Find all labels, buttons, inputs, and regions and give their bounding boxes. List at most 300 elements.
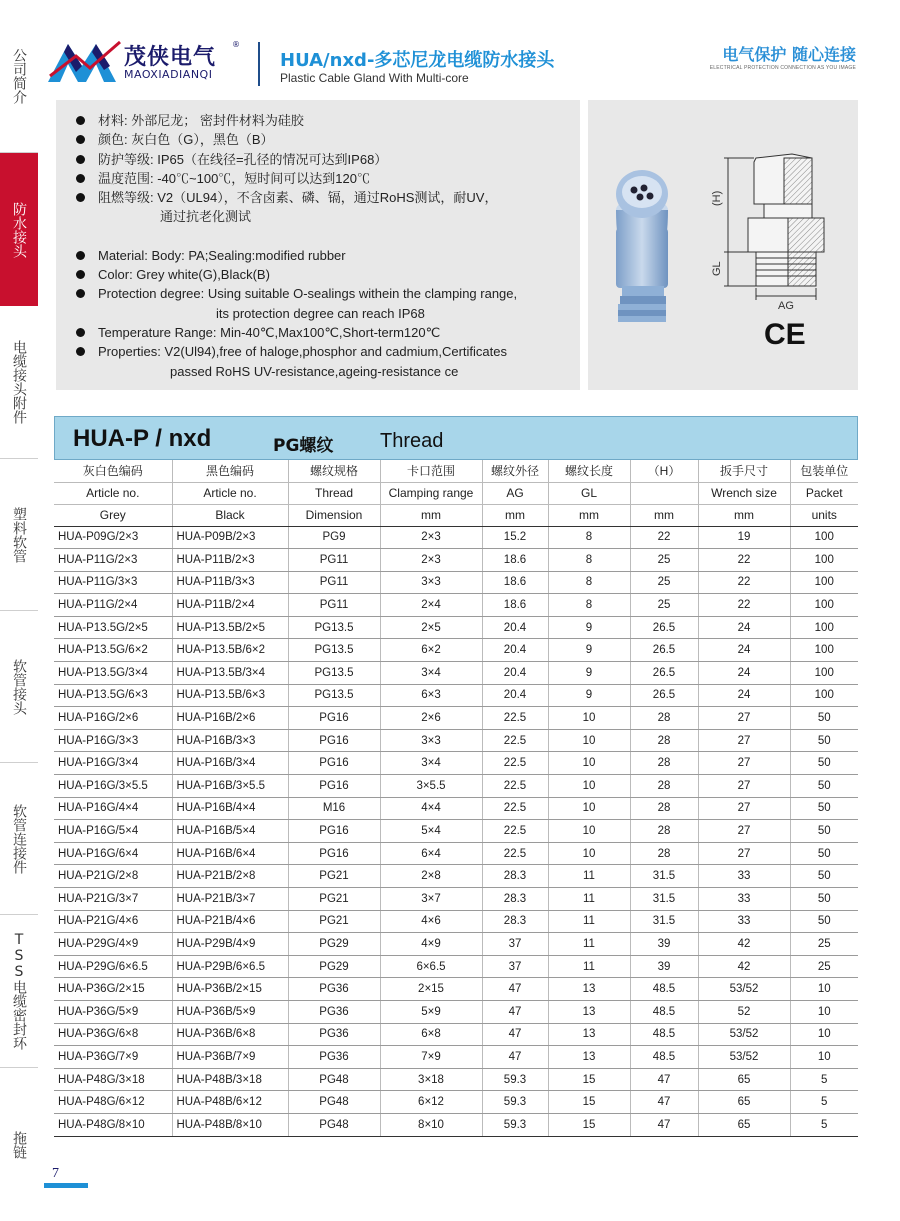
table-cell: HUA-P48B/8×10 — [172, 1113, 288, 1136]
table-cell: 25 — [790, 955, 858, 978]
table-cell: 3×4 — [380, 752, 482, 775]
table-cell: 33 — [698, 888, 790, 911]
table-cell: HUA-P29G/6×6.5 — [54, 955, 172, 978]
table-cell: 53/52 — [698, 1023, 790, 1046]
table-cell: 9 — [548, 662, 630, 685]
table-cell: HUA-P16B/3×3 — [172, 729, 288, 752]
bullet-icon — [76, 289, 85, 298]
table-cell: HUA-P09B/2×3 — [172, 526, 288, 549]
table-header-row — [54, 482, 858, 504]
table-cell: 100 — [790, 616, 858, 639]
table-cell: 50 — [790, 865, 858, 888]
table-cell: 18.6 — [482, 571, 548, 594]
table-row — [54, 707, 858, 730]
technical-drawing — [724, 154, 824, 300]
table-cell: 25 — [790, 933, 858, 956]
spec-text: Temperature Range: Min-40℃,Max100℃,Short-term120℃ — [98, 324, 441, 340]
logo-registered-mark: ® — [232, 40, 240, 49]
table-cell: 100 — [790, 662, 858, 685]
table-cell: 53/52 — [698, 978, 790, 1001]
table-cell: 18.6 — [482, 549, 548, 572]
spec-text: Material: Body: PA;Sealing:modified rubber — [98, 247, 346, 263]
table-cell: 31.5 — [630, 888, 698, 911]
table-cell: HUA-P48G/3×18 — [54, 1068, 172, 1091]
table-cell: 3×3 — [380, 729, 482, 752]
table-cell: HUA-P48B/6×12 — [172, 1091, 288, 1114]
table-cell: PG36 — [288, 1023, 380, 1046]
table-cell: PG21 — [288, 910, 380, 933]
table-cell: 8 — [548, 526, 630, 549]
table-cell: 6×6.5 — [380, 955, 482, 978]
table-cell: 42 — [698, 933, 790, 956]
table-row — [54, 842, 858, 865]
table-cell: 47 — [482, 978, 548, 1001]
table-cell: HUA-P11G/2×3 — [54, 549, 172, 572]
table-cell: 8×10 — [380, 1113, 482, 1136]
product-image-panel — [588, 100, 858, 390]
table-cell: 50 — [790, 797, 858, 820]
table-cell: 6×2 — [380, 639, 482, 662]
table-cell: 3×4 — [380, 662, 482, 685]
table-row — [54, 549, 858, 572]
table-cell: HUA-P16B/4×4 — [172, 797, 288, 820]
table-cell: 59.3 — [482, 1091, 548, 1114]
table-cell: 11 — [548, 955, 630, 978]
sidebar — [0, 0, 38, 1221]
sidebar-item-tss-seal[interactable] — [0, 915, 38, 1068]
table-cell: 22.5 — [482, 797, 548, 820]
column-header: mm — [548, 504, 630, 526]
page-subtitle: Plastic Cable Gland With Multi-core — [280, 71, 469, 85]
table-cell: 2×15 — [380, 978, 482, 1001]
table-cell: PG29 — [288, 933, 380, 956]
table-cell: 25 — [630, 571, 698, 594]
table-cell: HUA-P21B/2×8 — [172, 865, 288, 888]
table-cell: HUA-P11B/2×3 — [172, 549, 288, 572]
table-row — [54, 1046, 858, 1069]
table-cell: 47 — [630, 1091, 698, 1114]
table-cell: 10 — [548, 842, 630, 865]
table-cell: PG16 — [288, 707, 380, 730]
spec-panel — [56, 100, 580, 390]
spec-item — [76, 342, 517, 381]
table-row — [54, 1113, 858, 1136]
table-cell: 22.5 — [482, 752, 548, 775]
table-cell: HUA-P13.5G/2×5 — [54, 616, 172, 639]
bullet-icon — [76, 174, 85, 183]
table-cell: PG11 — [288, 571, 380, 594]
table-cell: 50 — [790, 842, 858, 865]
table-cell: 5 — [790, 1091, 858, 1114]
table-cell: PG21 — [288, 865, 380, 888]
table-cell: 4×9 — [380, 933, 482, 956]
table-cell: 50 — [790, 820, 858, 843]
table-cell: 22.5 — [482, 820, 548, 843]
table-cell: 20.4 — [482, 684, 548, 707]
table-cell: 50 — [790, 707, 858, 730]
bullet-icon — [76, 193, 85, 202]
table-cell: 50 — [790, 888, 858, 911]
table-cell: 39 — [630, 933, 698, 956]
dimension-label-ag: AG — [778, 300, 794, 312]
table-cell: M16 — [288, 797, 380, 820]
table-cell: 2×5 — [380, 616, 482, 639]
table-cell: 50 — [790, 910, 858, 933]
table-cell: PG13.5 — [288, 639, 380, 662]
product-illustration — [588, 100, 858, 390]
table-row — [54, 1091, 858, 1114]
table-cell: 22.5 — [482, 729, 548, 752]
table-row — [54, 526, 858, 549]
table-cell: 10 — [548, 729, 630, 752]
table-cell: 11 — [548, 933, 630, 956]
spec-item — [76, 246, 517, 265]
table-cell: HUA-P11B/3×3 — [172, 571, 288, 594]
spec-text: Protection degree: Using suitable O-sealings withein the clamping range, — [98, 286, 518, 302]
sidebar-item-hose-fitting[interactable] — [0, 763, 38, 915]
table-cell: 47 — [482, 1046, 548, 1069]
column-header: 包装单位 — [790, 460, 858, 482]
table-cell: 27 — [698, 752, 790, 775]
table-thread-label: Thread — [380, 430, 444, 452]
sidebar-item-label: 防水接头 — [11, 201, 27, 258]
table-cell: HUA-P21G/4×6 — [54, 910, 172, 933]
table-cell: HUA-P16G/3×5.5 — [54, 775, 172, 798]
table-cell: PG13.5 — [288, 684, 380, 707]
table-cell: 31.5 — [630, 910, 698, 933]
table-cell: 100 — [790, 571, 858, 594]
logo-text-cn: 茂侠电气 — [124, 45, 217, 70]
table-model-title: HUA-P / nxd — [73, 425, 212, 452]
spec-text: 阻燃等级: V2（UL94），不含卤素、磷、镉，通过RoHS测试，耐UV， — [98, 190, 498, 206]
dimension-label-h: (H) — [711, 190, 723, 206]
table-cell: HUA-P13.5B/6×3 — [172, 684, 288, 707]
table-cell: 5 — [790, 1068, 858, 1091]
table-row — [54, 1068, 858, 1091]
table-cell: HUA-P16G/4×4 — [54, 797, 172, 820]
table-cell: 22.5 — [482, 707, 548, 730]
table-cell: 3×18 — [380, 1068, 482, 1091]
table-cell: PG21 — [288, 888, 380, 911]
table-cell: PG13.5 — [288, 662, 380, 685]
table-row — [54, 820, 858, 843]
bullet-icon — [76, 116, 85, 125]
table-cell: 31.5 — [630, 865, 698, 888]
slogan-en: ELECTRICAL PROTECTION CONNECTION AS YOU IMAGE — [709, 65, 856, 71]
table-cell: 20.4 — [482, 639, 548, 662]
table-cell: HUA-P16G/3×3 — [54, 729, 172, 752]
table-cell: HUA-P36B/7×9 — [172, 1046, 288, 1069]
table-cell: 22 — [630, 526, 698, 549]
table-row — [54, 571, 858, 594]
table-header-row — [54, 460, 858, 482]
table-row — [54, 752, 858, 775]
table-cell: 6×8 — [380, 1023, 482, 1046]
table-cell: 50 — [790, 729, 858, 752]
spec-item — [76, 130, 517, 149]
table-cell: 27 — [698, 775, 790, 798]
column-header: 螺纹规格 — [288, 460, 380, 482]
table-cell: PG36 — [288, 1000, 380, 1023]
table-cell: 100 — [790, 639, 858, 662]
table-cell: 22.5 — [482, 775, 548, 798]
table-cell: 42 — [698, 955, 790, 978]
table-cell: 65 — [698, 1113, 790, 1136]
table-cell: 22 — [698, 571, 790, 594]
table-cell: 6×3 — [380, 684, 482, 707]
table-cell: HUA-P29G/4×9 — [54, 933, 172, 956]
table-cell: 5×4 — [380, 820, 482, 843]
column-header: Packet — [790, 482, 858, 504]
table-cell: 3×7 — [380, 888, 482, 911]
ce-mark-icon: CE — [764, 318, 806, 351]
table-cell: 13 — [548, 978, 630, 1001]
column-header — [630, 482, 698, 504]
table-cell: 15.2 — [482, 526, 548, 549]
table-cell: 48.5 — [630, 978, 698, 1001]
table-cell: 8 — [548, 549, 630, 572]
column-header: Wrench size — [698, 482, 790, 504]
table-cell: 65 — [698, 1068, 790, 1091]
table-cell: PG16 — [288, 842, 380, 865]
logo-text-en: MAOXIADIANQI — [124, 68, 213, 81]
table-cell: 28.3 — [482, 865, 548, 888]
table-cell: 6×12 — [380, 1091, 482, 1114]
table-cell: PG36 — [288, 1046, 380, 1069]
table-cell: 22 — [698, 594, 790, 617]
table-cell: 10 — [790, 1046, 858, 1069]
table-cell: PG48 — [288, 1091, 380, 1114]
table-cell: HUA-P21B/4×6 — [172, 910, 288, 933]
table-cell: 13 — [548, 1023, 630, 1046]
column-header: 螺纹外径 — [482, 460, 548, 482]
table-row — [54, 662, 858, 685]
spec-text-continued: 通过抗老化测试 — [160, 209, 252, 225]
table-cell: HUA-P21B/3×7 — [172, 888, 288, 911]
table-cell: HUA-P11G/2×4 — [54, 594, 172, 617]
table-cell: HUA-P29B/4×9 — [172, 933, 288, 956]
spec-text: 温度范围: -40℃~100℃，短时间可以达到120℃ — [98, 170, 370, 186]
table-row — [54, 933, 858, 956]
table-cell: 47 — [630, 1068, 698, 1091]
sidebar-item-plastic-hose[interactable] — [0, 459, 38, 611]
table-row — [54, 639, 858, 662]
table-cell: 11 — [548, 910, 630, 933]
table-row — [54, 616, 858, 639]
table-cell: HUA-P13.5G/6×2 — [54, 639, 172, 662]
table-cell: HUA-P13.5G/3×4 — [54, 662, 172, 685]
table-cell: 15 — [548, 1113, 630, 1136]
table-cell: 24 — [698, 639, 790, 662]
table-cell: HUA-P16G/5×4 — [54, 820, 172, 843]
table-cell: 3×3 — [380, 571, 482, 594]
table-cell: HUA-P36B/6×8 — [172, 1023, 288, 1046]
column-header: GL — [548, 482, 630, 504]
column-header: Article no. — [54, 482, 172, 504]
table-cell: HUA-P16G/3×4 — [54, 752, 172, 775]
sidebar-item-waterproof-connector[interactable] — [0, 153, 38, 306]
table-cell: PG11 — [288, 594, 380, 617]
table-cell: HUA-P21G/2×8 — [54, 865, 172, 888]
table-cell: HUA-P16B/2×6 — [172, 707, 288, 730]
table-cell: 25 — [630, 549, 698, 572]
table-cell: 10 — [790, 978, 858, 1001]
column-header: 螺纹长度 — [548, 460, 630, 482]
table-cell: 28 — [630, 775, 698, 798]
column-header: Grey — [54, 504, 172, 526]
table-row — [54, 1000, 858, 1023]
bullet-icon — [76, 328, 85, 337]
table-cell: 20.4 — [482, 616, 548, 639]
table-row — [54, 888, 858, 911]
table-cell: HUA-P16G/6×4 — [54, 842, 172, 865]
table-cell: 27 — [698, 842, 790, 865]
table-cell: 33 — [698, 910, 790, 933]
column-header: AG — [482, 482, 548, 504]
bullet-icon — [76, 347, 85, 356]
sidebar-item-label: 公司简介 — [11, 48, 27, 104]
table-cell: 28 — [630, 820, 698, 843]
column-header: Clamping range — [380, 482, 482, 504]
spec-text: 颜色: 灰白色（G），黑色（B） — [98, 132, 274, 148]
table-cell: 33 — [698, 865, 790, 888]
column-header: 黑色编码 — [172, 460, 288, 482]
table-cell: 48.5 — [630, 1023, 698, 1046]
table-cell: 26.5 — [630, 684, 698, 707]
table-cell: HUA-P36B/2×15 — [172, 978, 288, 1001]
column-header: mm — [630, 504, 698, 526]
brand-logo — [46, 36, 246, 86]
spec-text: 防护等级: IP65（在线径=孔径的情况可达到IP68） — [98, 151, 388, 167]
table-cell: 8 — [548, 594, 630, 617]
page-title: HUA/nxd-多芯尼龙电缆防水接头 — [280, 50, 555, 71]
column-header: 灰白色编码 — [54, 460, 172, 482]
table-cell: 10 — [548, 797, 630, 820]
spec-text: Properties: V2(Ul94),free of haloge,phosphor and cadmium,Certificates — [98, 344, 507, 360]
table-cell: 10 — [548, 775, 630, 798]
table-cell: 26.5 — [630, 662, 698, 685]
table-row — [54, 684, 858, 707]
table-cell: 50 — [790, 775, 858, 798]
table-cell: 22.5 — [482, 842, 548, 865]
table-cell: 15 — [548, 1068, 630, 1091]
table-cell: HUA-P36G/2×15 — [54, 978, 172, 1001]
logo-mark-icon — [46, 36, 124, 86]
table-cell: 24 — [698, 684, 790, 707]
table-cell: 53/52 — [698, 1046, 790, 1069]
spec-item — [76, 188, 517, 227]
table-cell: 26.5 — [630, 639, 698, 662]
column-header: Black — [172, 504, 288, 526]
spec-item — [76, 323, 517, 342]
table-cell: 59.3 — [482, 1113, 548, 1136]
bullet-icon — [76, 135, 85, 144]
table-row — [54, 775, 858, 798]
header-divider — [258, 42, 260, 86]
table-row — [54, 1023, 858, 1046]
page-number-bar — [44, 1183, 88, 1188]
sidebar-item-cable-accessories[interactable] — [0, 306, 38, 459]
table-cell: 9 — [548, 616, 630, 639]
spec-text: Color: Grey white(G),Black(B) — [98, 267, 270, 283]
table-row — [54, 910, 858, 933]
table-cell: 39 — [630, 955, 698, 978]
column-header: units — [790, 504, 858, 526]
table-cell: 2×3 — [380, 549, 482, 572]
dimension-label-gl: GL — [711, 261, 723, 276]
table-cell: 50 — [790, 752, 858, 775]
bullet-icon — [76, 155, 85, 164]
table-cell: 47 — [630, 1113, 698, 1136]
table-cell: 10 — [548, 707, 630, 730]
table-cell: 28 — [630, 797, 698, 820]
spec-item — [76, 265, 517, 284]
table-cell: 15 — [548, 1091, 630, 1114]
sidebar-item-company[interactable] — [0, 0, 38, 153]
slogan-cn: 电气保护 随心连接 — [722, 45, 856, 64]
table-cell: HUA-P16B/5×4 — [172, 820, 288, 843]
table-row — [54, 797, 858, 820]
table-cell: 100 — [790, 526, 858, 549]
table-cell: PG29 — [288, 955, 380, 978]
table-body — [54, 460, 858, 1136]
table-cell: 27 — [698, 729, 790, 752]
table-cell: 27 — [698, 707, 790, 730]
cable-gland-photo — [616, 170, 668, 322]
table-cell: 65 — [698, 1091, 790, 1114]
table-cell: HUA-P13.5B/3×4 — [172, 662, 288, 685]
table-cell: 18.6 — [482, 594, 548, 617]
table-row — [54, 865, 858, 888]
bullet-icon — [76, 251, 85, 260]
table-row — [54, 594, 858, 617]
table-cell: 2×8 — [380, 865, 482, 888]
table-cell: HUA-P13.5G/6×3 — [54, 684, 172, 707]
table-cell: 47 — [482, 1023, 548, 1046]
table-cell: 11 — [548, 865, 630, 888]
sidebar-item-drag-chain[interactable] — [0, 1068, 38, 1221]
table-cell: 13 — [548, 1046, 630, 1069]
column-header: （H） — [630, 460, 698, 482]
table-cell: 27 — [698, 797, 790, 820]
column-header: mm — [698, 504, 790, 526]
table-cell: 5 — [790, 1113, 858, 1136]
table-cell: 6×4 — [380, 842, 482, 865]
table-cell: 24 — [698, 616, 790, 639]
table-row — [54, 978, 858, 1001]
table-cell: PG48 — [288, 1068, 380, 1091]
spec-item — [76, 111, 517, 130]
table-cell: 27 — [698, 820, 790, 843]
sidebar-item-hose-connector[interactable] — [0, 611, 38, 763]
table-cell: PG16 — [288, 775, 380, 798]
table-cell: HUA-P36B/5×9 — [172, 1000, 288, 1023]
table-cell: HUA-P48G/8×10 — [54, 1113, 172, 1136]
table-cell: 2×3 — [380, 526, 482, 549]
sidebar-item-label: 电缆接头附件 — [11, 340, 27, 424]
sidebar-item-label: TSS电缆密封环 — [11, 932, 27, 1050]
table-cell: 22 — [698, 549, 790, 572]
table-cell: 28.3 — [482, 910, 548, 933]
table-cell: HUA-P11B/2×4 — [172, 594, 288, 617]
sidebar-item-label: 软管连接件 — [11, 803, 27, 874]
spec-text-continued: passed RoHS UV-resistance,ageing-resistance ce — [170, 363, 459, 379]
table-cell: 10 — [548, 752, 630, 775]
column-header: mm — [482, 504, 548, 526]
table-cell: HUA-P21G/3×7 — [54, 888, 172, 911]
table-cell: 2×4 — [380, 594, 482, 617]
spec-item — [76, 169, 517, 188]
